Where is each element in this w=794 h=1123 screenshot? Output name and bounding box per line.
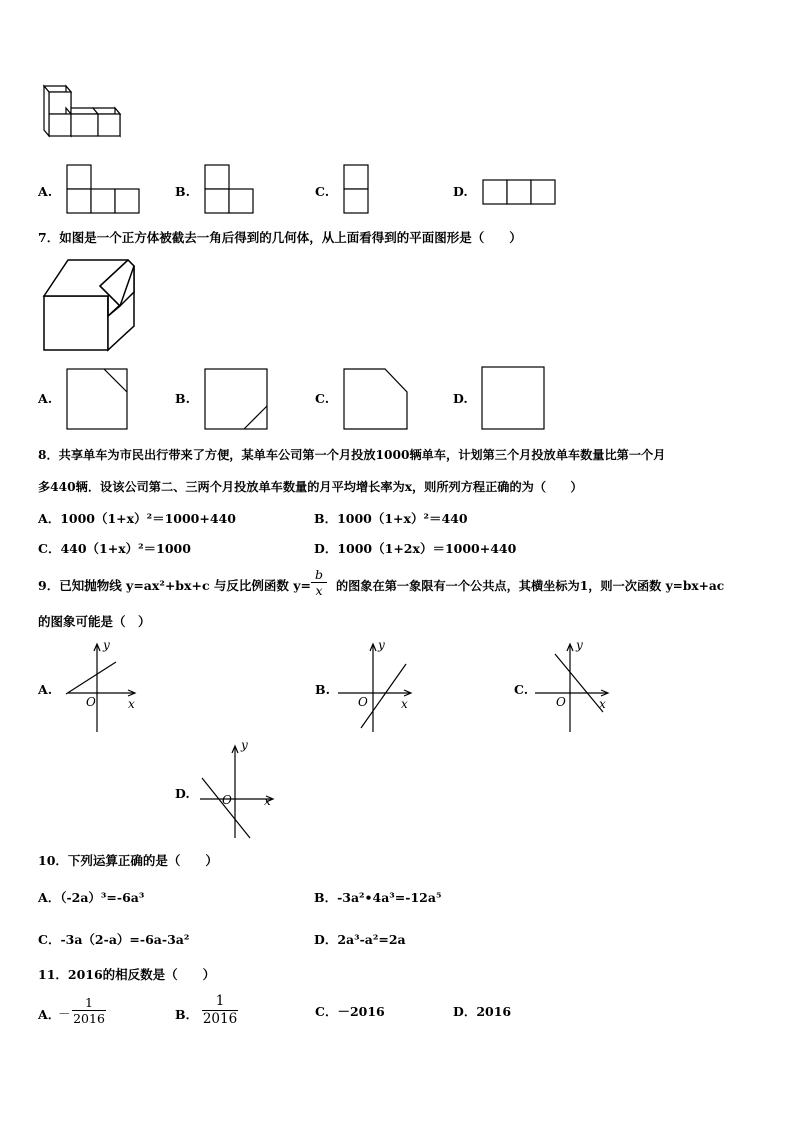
q10-stem: 10．下列运算正确的是（ ） xyxy=(38,853,218,868)
q10-option-b[interactable]: B．-3a²•4a³=-12a⁵ xyxy=(314,890,442,905)
q9-a-x-label: x xyxy=(128,697,135,711)
q6-option-c-figure[interactable] xyxy=(343,164,371,216)
q9-c-origin-label: O xyxy=(556,695,566,709)
q9-c-y-label: y xyxy=(576,638,583,652)
q11-a-denominator: 2016 xyxy=(73,1011,105,1026)
q8-option-d[interactable]: D．1000（1+2x）＝1000+440 xyxy=(314,541,517,556)
q11-stem: 11．2016的相反数是（ ） xyxy=(38,967,216,982)
q6-option-c-label: C. xyxy=(315,184,330,199)
q9-stem-before: 9．已知抛物线 y=ax²+bx+c 与反比例函数 y= xyxy=(38,578,312,593)
q9-option-d-label: D. xyxy=(175,786,190,801)
q9-fraction xyxy=(311,567,327,598)
q9-option-c-graph[interactable] xyxy=(533,640,623,735)
q11-b-numerator: 1 xyxy=(215,993,225,1009)
q6-option-a-figure[interactable] xyxy=(66,164,142,216)
q9-b-origin-label: O xyxy=(358,695,368,709)
q9-option-b-graph[interactable] xyxy=(336,640,426,735)
q7-option-b-figure[interactable] xyxy=(204,368,270,432)
q9-option-d-graph[interactable] xyxy=(198,742,288,842)
q9-option-b-label: B. xyxy=(315,682,330,697)
q10-option-c[interactable]: C．-3a（2-a）=-6a-3a² xyxy=(38,932,190,947)
q7-option-a-label: A. xyxy=(38,391,53,406)
q11-option-d[interactable]: D．2016 xyxy=(453,1004,512,1019)
q11-a-numerator: 1 xyxy=(85,995,93,1010)
q8-option-c[interactable]: C．440（1+x）²＝1000 xyxy=(38,541,191,556)
q11-option-c[interactable]: C．－2016 xyxy=(315,1004,385,1019)
q7-option-a-figure[interactable] xyxy=(66,368,130,432)
q9-a-y-label: y xyxy=(103,638,110,652)
q11-option-a-fraction[interactable] xyxy=(72,995,106,1026)
q10-option-a[interactable]: A．（-2a）³=-6a³ xyxy=(38,890,145,905)
q8-stem-line2: 多440辆．设该公司第二、三两个月投放单车数量的月平均增长率为x，则所列方程正确的为（ ） xyxy=(38,480,583,494)
q7-option-c-label: C. xyxy=(315,391,330,406)
q9-d-y-label: y xyxy=(241,738,248,752)
q8-stem-line1: 8．共享单车为市民出行带来了方便，某单车公司第一个月投放1000辆单车，计划第三个月投放单车数量比第一个月 xyxy=(38,448,666,462)
q7-option-d-figure[interactable] xyxy=(481,366,547,432)
q9-fraction-denominator: x xyxy=(311,582,327,598)
q6-cube-stack-figure xyxy=(40,82,125,142)
q9-d-x-label: x xyxy=(264,794,271,808)
q7-option-d-label: D. xyxy=(453,391,468,406)
q11-b-denominator: 2016 xyxy=(202,1011,238,1027)
q6-option-a-label: A. xyxy=(38,184,53,199)
q9-a-line xyxy=(66,662,116,694)
q6-option-d-figure[interactable] xyxy=(482,179,558,207)
q8-option-b[interactable]: B．1000（1+x）²＝440 xyxy=(314,511,468,526)
q7-stem: 7．如图是一个正方体被截去一角后得到的几何体，从上面看得到的平面图形是（ ） xyxy=(38,230,522,245)
q9-d-line xyxy=(202,778,250,838)
q9-a-origin-label: O xyxy=(86,695,96,709)
q6-option-b-label: B. xyxy=(175,184,190,199)
q9-stem-after: 的图象在第一象限有一个公共点，其横坐标为1，则一次函数 y=bx+ac xyxy=(336,579,725,593)
q11-option-b-fraction[interactable] xyxy=(202,993,238,1028)
q9-stem-line2: 的图象可能是（ ） xyxy=(38,614,151,629)
q9-b-y-label: y xyxy=(378,638,385,652)
q7-cut-cube-figure xyxy=(40,256,140,356)
q7-option-c-figure[interactable] xyxy=(343,368,411,432)
q11-option-a-label: A． xyxy=(38,1007,61,1022)
q6-option-d-label: D. xyxy=(453,184,468,199)
q11-option-a-sign: － xyxy=(58,1006,71,1021)
q9-d-origin-label: O xyxy=(222,793,232,807)
q11-option-b-label: B． xyxy=(175,1007,199,1022)
q7-option-b-label: B. xyxy=(175,391,190,406)
q9-fraction-numerator: b xyxy=(314,567,323,582)
q9-b-x-label: x xyxy=(401,697,408,711)
q10-option-d[interactable]: D．2a³-a²=2a xyxy=(314,932,406,947)
q6-option-b-figure[interactable] xyxy=(204,164,256,216)
q9-option-c-label: C. xyxy=(514,682,529,697)
q9-option-a-graph[interactable] xyxy=(60,640,150,735)
q8-option-a[interactable]: A．1000（1+x）²＝1000+440 xyxy=(38,511,236,526)
q9-c-x-label: x xyxy=(599,697,606,711)
q9-option-a-label: A. xyxy=(38,682,53,697)
